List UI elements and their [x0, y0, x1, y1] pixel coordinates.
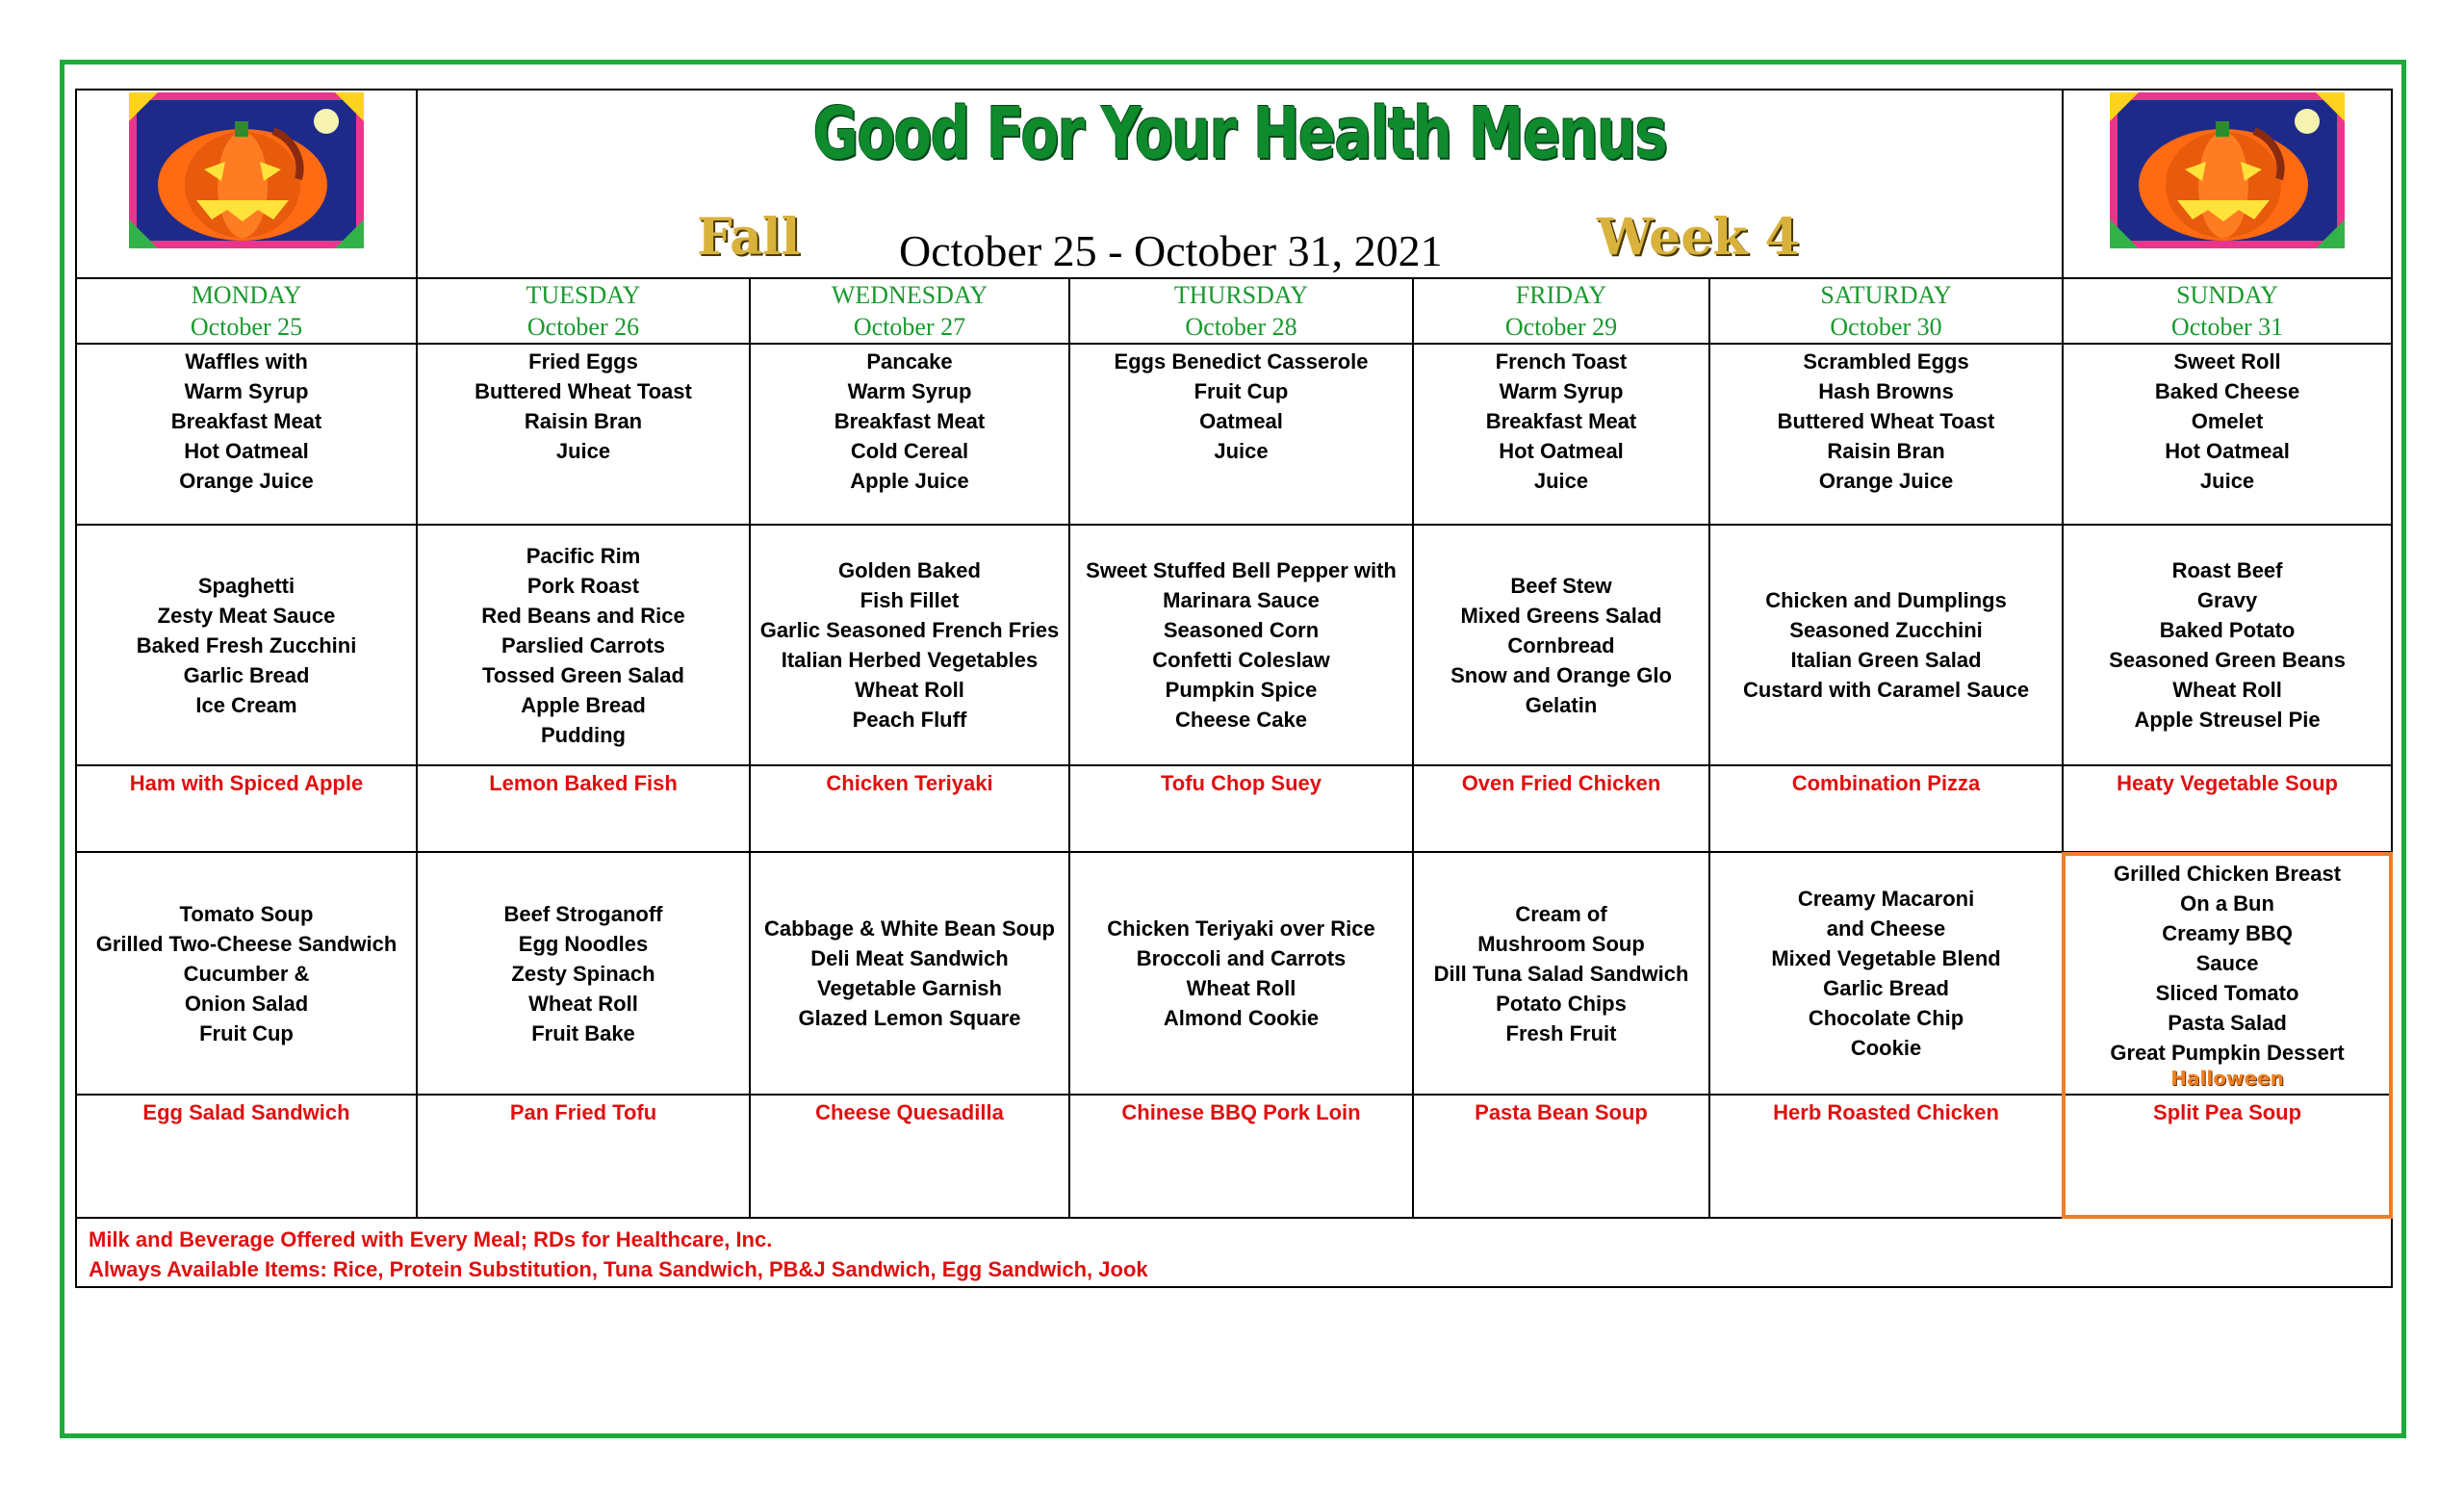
lunch-cell	[1069, 525, 1413, 765]
menu-item: Hot Oatmeal	[184, 439, 309, 463]
date-range: October 25 - October 31, 2021	[899, 226, 1443, 275]
menu-item: Hash Browns	[1818, 379, 1954, 403]
menu-item: Sweet Roll	[2173, 349, 2281, 374]
menu-item: Mixed Vegetable Blend	[1771, 946, 2001, 970]
menu-item: Apple Streusel Pie	[2134, 708, 2321, 732]
menu-item: Mushroom Soup	[1477, 931, 1645, 956]
breakfast-cell	[1069, 344, 1413, 525]
menu-item: Raisin Bran	[524, 409, 643, 433]
day-name: MONDAY	[191, 281, 302, 309]
menu-item: Breakfast Meat	[170, 409, 322, 433]
menu-item: Orange Juice	[179, 469, 314, 493]
menu-item: Breakfast Meat	[834, 409, 986, 433]
menu-item: Orange Juice	[1818, 469, 1954, 493]
day-header	[1069, 278, 1413, 344]
menu-item: Fruit Cup	[199, 1020, 294, 1045]
menu-item: Egg Noodles	[518, 931, 649, 956]
menu-item: Juice	[1533, 469, 1589, 493]
breakfast-cell	[1413, 344, 1709, 525]
day-header	[750, 278, 1069, 344]
menu-item: Creamy BBQ	[2162, 920, 2293, 945]
menu-item: Garlic Seasoned French Fries	[759, 618, 1060, 642]
menu-item: Cold Cereal	[850, 439, 969, 463]
menu-item: Vegetable Garnish	[817, 976, 1002, 1000]
menu-item: Confetti Coleslaw	[1152, 648, 1330, 672]
footer-notes	[76, 1218, 2392, 1287]
menu-item: Baked Cheese	[2154, 379, 2300, 403]
dinner-cell	[417, 852, 750, 1095]
menu-item: Wheat Roll	[528, 991, 638, 1016]
left-logo-cell	[76, 90, 417, 278]
dinner-alternate: Cheese Quesadilla	[750, 1095, 1069, 1218]
menu-item: Juice	[555, 439, 611, 463]
dinner-alternate: Herb Roasted Chicken	[1709, 1095, 2063, 1218]
lunch-cell	[1709, 525, 2063, 765]
day-date: October 26	[526, 313, 640, 341]
menu-item: Custard with Caramel Sauce	[1742, 678, 2030, 702]
menu-item: Chicken and Dumplings	[1765, 588, 2007, 612]
lunch-alternate: Heaty Vegetable Soup	[2063, 765, 2392, 852]
breakfast-cell	[417, 344, 750, 525]
lunch-alternate: Chicken Teriyaki	[750, 765, 1069, 852]
day-date: October 30	[1830, 313, 1942, 341]
menu-item: Chicken Teriyaki over Rice	[1107, 916, 1375, 941]
breakfast-cell	[2063, 344, 2392, 525]
menu-item: Buttered Wheat Toast	[475, 379, 692, 403]
dinner-cell	[1709, 852, 2063, 1095]
dinner-alternate: Pasta Bean Soup	[1413, 1095, 1709, 1218]
pumpkin-illustration	[129, 92, 364, 248]
dinner-alternate: Chinese BBQ Pork Loin	[1069, 1095, 1413, 1218]
menu-item: Sliced Tomato	[2155, 980, 2299, 1005]
menu-item: Oatmeal	[1199, 409, 1283, 433]
lunch-alternate: Oven Fried Chicken	[1413, 765, 1709, 852]
menu-item: Beef Stew	[1510, 573, 1612, 598]
day-date: October 28	[1185, 313, 1297, 341]
dinner-cell	[2063, 852, 2392, 1095]
menu-item: Cheese Cake	[1175, 708, 1307, 732]
menu-item: Cookie	[1850, 1036, 1922, 1060]
menu-item: Juice	[2199, 469, 2255, 493]
breakfast-cell	[750, 344, 1069, 525]
day-date: October 27	[853, 313, 966, 341]
menu-item: Baked Potato	[2159, 618, 2296, 642]
menu-item: Red Beans and Rice	[481, 603, 685, 628]
dinner-alternate: Split Pea Soup	[2063, 1095, 2392, 1218]
menu-item: Pancake	[866, 349, 953, 374]
menu-item: Tomato Soup	[179, 901, 314, 926]
menu-item: French Toast	[1495, 349, 1628, 374]
lunch-cell	[417, 525, 750, 765]
menu-item: Potato Chips	[1496, 991, 1627, 1016]
menu-item: Pork Roast	[526, 573, 640, 598]
menu-item: Tossed Green Salad	[482, 662, 684, 687]
menu-item: Seasoned Zucchini	[1789, 618, 1983, 642]
menu-item: Cucumber &	[183, 961, 310, 986]
day-header	[1709, 278, 2063, 344]
title-cell	[417, 90, 2063, 278]
menu-item: Apple Bread	[521, 692, 646, 717]
menu-item: Wheat Roll	[2172, 678, 2282, 702]
lunch-cell	[1413, 525, 1709, 765]
lunch-alternate: Combination Pizza	[1709, 765, 2063, 852]
footer-line-1: Milk and Beverage Offered with Every Meal; RDs for Healthcare, Inc.	[89, 1227, 773, 1251]
menu-item: Buttered Wheat Toast	[1777, 409, 1995, 433]
pumpkin-illustration	[2110, 92, 2345, 248]
menu-item: Parslied Carrots	[501, 632, 665, 658]
menu-item: and Cheese	[1826, 916, 1946, 941]
dinner-cell	[76, 852, 417, 1095]
menu-item: Roast Beef	[2171, 558, 2283, 582]
menu-item: Snow and Orange Glo	[1450, 662, 1672, 687]
menu-item: Beef Stroganoff	[503, 901, 663, 926]
menu-item: Gelatin	[1525, 692, 1598, 717]
menu-item: Scrambled Eggs	[1803, 349, 1969, 374]
menu-item: Spaghetti	[197, 573, 295, 598]
menu-item: Seasoned Corn	[1163, 618, 1320, 642]
menu-table	[75, 89, 2393, 1288]
day-date: October 31	[2170, 313, 2284, 341]
day-header	[1413, 278, 1709, 344]
menu-item: Fish Fillet	[860, 588, 960, 612]
dinner-cell	[1069, 852, 1413, 1095]
menu-item: Cabbage & White Bean Soup	[764, 916, 1055, 941]
day-header	[76, 278, 417, 344]
dinner-alternate: Pan Fried Tofu	[417, 1095, 750, 1218]
menu-item: Zesty Spinach	[511, 961, 655, 986]
menu-item: Marinara Sauce	[1163, 588, 1320, 612]
lunch-cell	[2063, 525, 2392, 765]
menu-item: Wheat Roll	[1186, 976, 1296, 1000]
menu-item: Omelet	[2191, 409, 2264, 433]
menu-item: Seasoned Green Beans	[2109, 648, 2346, 672]
menu-item: Hot Oatmeal	[2165, 439, 2290, 463]
menu-item: Great Pumpkin Dessert	[2110, 1040, 2345, 1065]
menu-item: Fresh Fruit	[1505, 1020, 1617, 1045]
menu-item: Waffles with	[185, 349, 308, 374]
menu-item: Pasta Salad	[2168, 1010, 2287, 1035]
menu-item: Chocolate Chip	[1808, 1006, 1964, 1030]
day-header	[2063, 278, 2392, 344]
lunch-alternate: Tofu Chop Suey	[1069, 765, 1413, 852]
menu-item: Golden Baked	[838, 558, 981, 582]
menu-item: Pacific Rim	[526, 543, 641, 568]
menu-item: Warm Syrup	[184, 379, 309, 403]
lunch-cell	[750, 525, 1069, 765]
menu-item: Hot Oatmeal	[1499, 439, 1624, 463]
menu-item: Pumpkin Spice	[1165, 678, 1318, 702]
menu-item: Grilled Chicken Breast	[2114, 861, 2342, 886]
menu-title: Good For Your Health Menus	[812, 92, 1667, 175]
menu-item: Italian Herbed Vegetables	[781, 648, 1039, 672]
dinner-cell	[1413, 852, 1709, 1095]
day-name: SATURDAY	[1820, 281, 1952, 309]
menu-item: Juice	[1214, 439, 1269, 463]
breakfast-cell	[1709, 344, 2063, 525]
day-name: SUNDAY	[2176, 281, 2279, 309]
day-date: October 29	[1504, 313, 1618, 341]
menu-item: Mixed Greens Salad	[1460, 603, 1662, 628]
menu-item: Warm Syrup	[1499, 379, 1624, 403]
menu-item: Cornbread	[1507, 632, 1615, 658]
breakfast-cell	[76, 344, 417, 525]
halloween-label: Halloween	[2170, 1066, 2284, 1090]
menu-item: Sauce	[2195, 950, 2259, 975]
menu-item: Warm Syrup	[847, 379, 972, 403]
menu-item: Baked Fresh Zucchini	[136, 632, 357, 658]
menu-item: Peach Fluff	[852, 708, 967, 732]
day-name: WEDNESDAY	[831, 281, 988, 309]
menu-item: Eggs Benedict Casserole	[1114, 349, 1369, 374]
menu-item: Pudding	[541, 722, 626, 747]
footer-line-2: Always Available Items: Rice, Protein Substitution, Tuna Sandwich, PB&J Sandwich, Egg Sandwich, Jook	[89, 1257, 1148, 1281]
season-label: Fall	[697, 208, 801, 267]
menu-item: Gravy	[2196, 588, 2258, 612]
menu-item: Fruit Cup	[1194, 379, 1289, 403]
day-name: TUESDAY	[526, 281, 641, 309]
day-date: October 25	[190, 313, 303, 341]
menu-item: Ice Cream	[195, 692, 297, 717]
lunch-alternate: Lemon Baked Fish	[417, 765, 750, 852]
menu-item: Grilled Two-Cheese Sandwich	[95, 931, 398, 956]
menu-item: Fruit Bake	[531, 1020, 635, 1045]
menu-item: Glazed Lemon Square	[798, 1006, 1021, 1030]
menu-item: Deli Meat Sandwich	[810, 946, 1009, 970]
menu-item: Raisin Bran	[1827, 439, 1945, 463]
menu-item: Garlic Bread	[183, 662, 310, 687]
menu-item: Broccoli and Carrots	[1136, 946, 1347, 970]
lunch-alternate: Ham with Spiced Apple	[76, 765, 417, 852]
menu-item: Zesty Meat Sauce	[157, 603, 336, 628]
menu-item: Apple Juice	[850, 469, 969, 493]
menu-item: Italian Green Salad	[1790, 648, 1982, 672]
day-name: FRIDAY	[1515, 281, 1607, 309]
week-label: Week 4	[1597, 208, 1800, 267]
right-logo-cell	[2063, 90, 2392, 278]
menu-item: Cream of	[1515, 901, 1607, 926]
menu-item: Creamy Macaroni	[1797, 887, 1975, 911]
day-name: THURSDAY	[1173, 281, 1309, 309]
menu-item: Breakfast Meat	[1485, 409, 1637, 433]
menu-item: Wheat Roll	[855, 678, 964, 702]
dinner-alternate: Egg Salad Sandwich	[76, 1095, 417, 1218]
menu-item: On a Bun	[2180, 890, 2274, 916]
day-header	[417, 278, 750, 344]
menu-item: Fried Eggs	[528, 349, 638, 374]
menu-item: Almond Cookie	[1163, 1006, 1320, 1030]
menu-item: Garlic Bread	[1823, 976, 1949, 1000]
menu-item: Sweet Stuffed Bell Pepper with	[1086, 558, 1397, 582]
menu-item: Onion Salad	[184, 991, 309, 1016]
lunch-cell	[76, 525, 417, 765]
dinner-cell	[750, 852, 1069, 1095]
menu-item: Dill Tuna Salad Sandwich	[1433, 961, 1689, 986]
